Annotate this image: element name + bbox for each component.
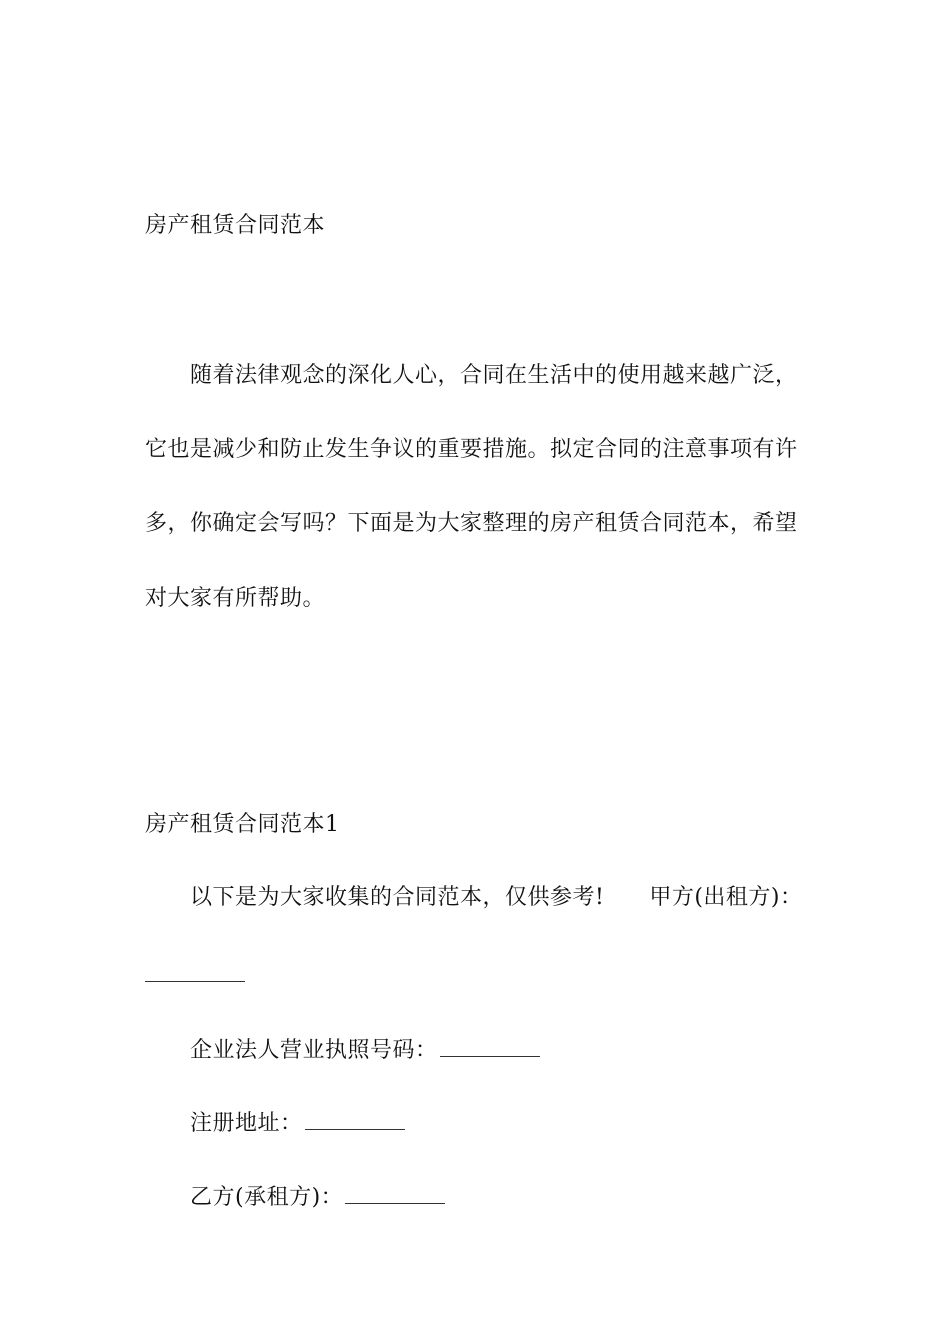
registered-address-field xyxy=(190,1109,405,1138)
party-b-label: 乙方(承租方)： xyxy=(190,1185,344,1210)
document-title: 房产租赁合同范本 xyxy=(145,213,326,238)
intro-line-3: 多，你确定会写吗？下面是为大家整理的房产租赁合同范本，希望 xyxy=(145,511,798,536)
party-b-blank xyxy=(345,1183,445,1204)
license-number-field xyxy=(190,1036,540,1065)
registered-address-label: 注册地址： xyxy=(190,1111,303,1136)
license-number-label: 企业法人营业执照号码： xyxy=(190,1038,438,1063)
registered-address-blank xyxy=(305,1109,405,1130)
party-b-field xyxy=(190,1183,445,1212)
intro-line-2: 它也是减少和防止发生争议的重要措施。拟定合同的注意事项有许 xyxy=(145,437,798,462)
section-heading: 房产租赁合同范本1 xyxy=(145,812,340,837)
intro-line-4: 对大家有所帮助。 xyxy=(145,586,326,611)
license-number-blank xyxy=(440,1036,540,1057)
section-line-1: 以下是为大家收集的合同范本，仅供参考! 甲方(出租方)： xyxy=(190,885,803,910)
intro-line-1: 随着法律观念的深化人心，合同在生活中的使用越来越广泛， xyxy=(190,363,798,388)
party-a-name-blank xyxy=(145,981,245,982)
